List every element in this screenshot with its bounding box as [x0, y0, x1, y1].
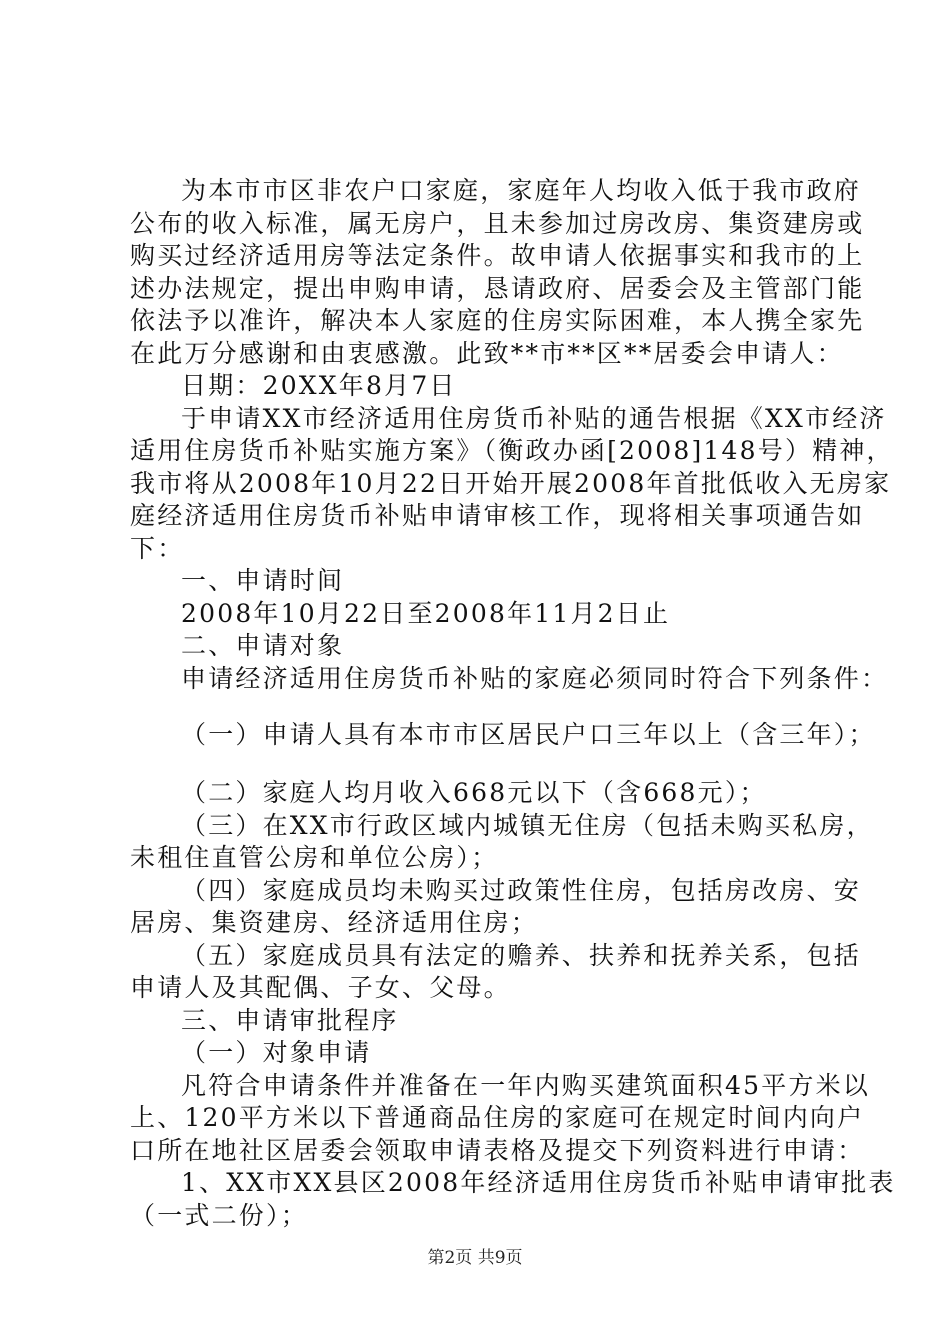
- list-item: （三）在XX市行政区域内城镇无住房（包括未购买私房，: [181, 811, 874, 840]
- paragraph-line: 2008年10月22日至2008年11月2日止: [181, 599, 671, 628]
- paragraph-line: 凡符合申请条件并准备在一年内购买建筑面积45平方米以: [181, 1071, 871, 1100]
- list-item: 申请人及其配偶、子女、父母。: [130, 973, 511, 1002]
- list-item: （五）家庭成员具有法定的赡养、扶养和抚养关系，包括: [181, 941, 862, 970]
- list-item: （四）家庭成员均未购买过政策性住房，包括房改房、安: [181, 876, 862, 905]
- section-heading: 一、申请时间: [181, 566, 345, 595]
- paragraph-line: 购买过经济适用房等法定条件。故申请人依据事实和我市的上: [130, 241, 865, 270]
- paragraph-line: 述办法规定，提出申购申请，恳请政府、居委会及主管部门能: [130, 274, 865, 303]
- paragraph-line: 于申请XX市经济适用住房货币补贴的通告根据《XX市经济: [181, 404, 887, 433]
- paragraph-line: 我市将从2008年10月22日开始开展2008年首批低收入无房家: [130, 469, 892, 498]
- paragraph-line: 庭经济适用住房货币补贴申请审核工作，现将相关事项通告如: [130, 501, 865, 530]
- paragraph-line: 下：: [130, 534, 185, 563]
- subsection-heading: （一）对象申请: [181, 1038, 372, 1067]
- list-item: （二）家庭人均月收入668元以下（含668元）；: [181, 778, 767, 807]
- paragraph-line: 上、120平方米以下普通商品住房的家庭可在规定时间内向户: [130, 1103, 865, 1132]
- page-number-footer: 第2页 共9页: [427, 1248, 523, 1268]
- list-item: （一）申请人具有本市市区居民户口三年以上（含三年）；: [181, 720, 876, 749]
- list-item: 居房、集资建房、经济适用住房；: [130, 908, 539, 937]
- paragraph-line: 在此万分感谢和由衷感激。此致**市**区**居委会申请人：: [130, 339, 844, 368]
- list-item: 1、XX市XX县区2008年经济适用住房货币补贴申请审批表: [181, 1168, 896, 1197]
- section-heading: 二、申请对象: [181, 631, 345, 660]
- paragraph-line: 为本市市区非农户口家庭，家庭年人均收入低于我市政府: [181, 176, 862, 205]
- paragraph-line: 适用住房货币补贴实施方案》（衡政办函[2008]148号）精神，: [130, 436, 894, 465]
- list-item: （一式二份）；: [130, 1201, 308, 1230]
- date-line: 日期：20XX年8月7日: [181, 371, 457, 400]
- paragraph-line: 公布的收入标准，属无房户，且未参加过房改房、集资建房或: [130, 209, 865, 238]
- section-heading: 三、申请审批程序: [181, 1006, 399, 1035]
- paragraph-line: 口所在地社区居委会领取申请表格及提交下列资料进行申请：: [130, 1136, 865, 1165]
- paragraph-line: 申请经济适用住房货币补贴的家庭必须同时符合下列条件：: [181, 664, 889, 693]
- list-item: 未租住直管公房和单位公房）；: [130, 843, 499, 872]
- paragraph-line: 依法予以准许，解决本人家庭的住房实际困难，本人携全家先: [130, 306, 865, 335]
